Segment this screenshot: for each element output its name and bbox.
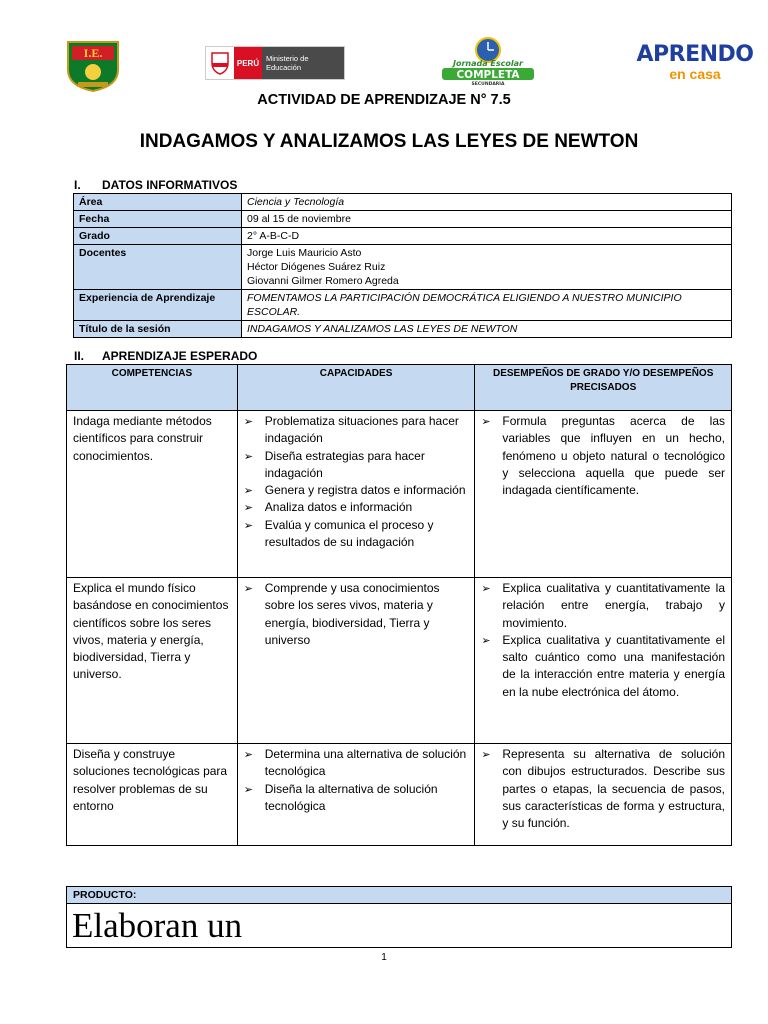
fecha-value: 09 al 15 de noviembre [242, 211, 732, 228]
en-casa-text: en casa [669, 66, 721, 82]
peru-label: PERÚ [234, 47, 262, 79]
list-item: ➢ Problematiza situaciones para hacer indagación [244, 413, 469, 448]
area-value: Ciencia y Tecnología [242, 194, 732, 211]
table-row [67, 411, 732, 578]
area-label: Área [74, 194, 242, 211]
desempenos-cell [475, 744, 732, 846]
list-item: ➢ Explica cualitativa y cuantitativamente la relación entre energía, trabajo y movimiento. [481, 580, 725, 632]
page-number: 1 [381, 952, 387, 963]
competencias-table [66, 364, 732, 846]
info-row-experiencia [74, 290, 732, 321]
docente-name: Héctor Diógenes Suárez Ruiz [247, 261, 386, 273]
competencia-cell: Indaga mediante métodos científicos para construir conocimientos. [67, 411, 238, 578]
jec-bottom-text: SECUNDARIA [471, 82, 505, 86]
desempenos-cell [475, 411, 732, 578]
peru-shield-icon [206, 47, 234, 79]
header-desempenos: DESEMPEÑOS DE GRADO Y/O DESEMPEÑOS PRECISADOS [475, 365, 732, 411]
info-row-docentes [74, 245, 732, 290]
producto-table [66, 886, 732, 948]
fecha-label: Fecha [74, 211, 242, 228]
info-row-fecha [74, 211, 732, 228]
experiencia-value: FOMENTAMOS LA PARTICIPACIÓN DEMOCRÁTICA ELIGIENDO A NUESTRO MUNICIPIO ESCOLAR. [242, 290, 732, 321]
minedu-label: Ministerio de Educación [262, 47, 344, 79]
desempenos-cell [475, 578, 732, 744]
list-item: ➢ Evalúa y comunica el proceso y resultados de su indagación [244, 517, 469, 552]
producto-header-row [67, 887, 732, 904]
aprendo-text: APRENDO [636, 42, 754, 67]
titulo-label: Título de la sesión [74, 321, 242, 338]
school-crest-text: I.E. [83, 46, 103, 60]
docentes-value [242, 245, 732, 290]
producto-label: PRODUCTO: [67, 887, 732, 904]
header-capacidades: CAPACIDADES [237, 365, 475, 411]
table-row [67, 578, 732, 744]
titulo-value: INDAGAMOS Y ANALIZAMOS LAS LEYES DE NEWTON [242, 321, 732, 338]
grado-label: Grado [74, 228, 242, 245]
header-logos [0, 36, 768, 98]
info-row-titulo [74, 321, 732, 338]
capacidades-cell [237, 744, 475, 846]
info-table [73, 193, 732, 338]
docente-name: Jorge Luis Mauricio Asto [247, 247, 362, 259]
docentes-label: Docentes [74, 245, 242, 290]
capacidades-cell [237, 578, 475, 744]
docente-name: Giovanni Gilmer Romero Agreda [247, 275, 399, 287]
minedu-logo [205, 46, 345, 80]
section-1-title: DATOS INFORMATIVOS [102, 178, 238, 192]
session-title: INDAGAMOS Y ANALIZAMOS LAS LEYES DE NEWTON [139, 131, 639, 152]
list-item: ➢ Comprende y usa conocimientos sobre los seres vivos, materia y energía, biodiversidad, Tierra y universo [244, 580, 469, 649]
section-2-heading [74, 349, 257, 363]
school-crest-logo [64, 40, 122, 92]
list-item: ➢ Genera y registra datos e información [244, 482, 469, 499]
producto-value-row [67, 904, 732, 948]
competencia-cell: Explica el mundo físico basándose en conocimientos científicos sobre los seres vivos, materia y energía, biodiversidad, Tierra y universo. [67, 578, 238, 744]
header-competencias: COMPETENCIAS [67, 365, 238, 411]
section-1-number: I. [74, 178, 81, 192]
section-2-number: II. [74, 349, 85, 363]
info-row-grado [74, 228, 732, 245]
activity-title: ACTIVIDAD DE APRENDIZAJE N° 7.5 [257, 92, 511, 108]
section-1-heading [74, 178, 237, 192]
grado-value: 2° A-B-C-D [242, 228, 732, 245]
jornada-escolar-completa-logo [436, 36, 540, 86]
list-item: ➢ Diseña estrategias para hacer indagación [244, 448, 469, 483]
info-row-area [74, 194, 732, 211]
list-item: ➢ Explica cualitativa y cuantitativamente el salto cuántico como una manifestación de la interacción entre materia y energía en la nube electrónica del átomo. [481, 632, 725, 701]
producto-value: Elaboran un [67, 904, 732, 948]
list-item: ➢ Formula preguntas acerca de las variables que influyen en un hecho, fenómeno u objeto natural o tecnológico y selecciona aquella que puede ser indagada científicamente. [481, 413, 725, 499]
aprendo-en-casa-logo [636, 44, 754, 84]
jec-main-text: COMPLETA [456, 69, 520, 81]
competencia-cell: Diseña y construye soluciones tecnológicas para resolver problemas de su entorno [67, 744, 238, 846]
table-row [67, 744, 732, 846]
section-2-title: APRENDIZAJE ESPERADO [102, 349, 258, 363]
experiencia-label: Experiencia de Aprendizaje [74, 290, 242, 321]
table-header-row [67, 365, 732, 411]
list-item: ➢ Representa su alternativa de solución con dibujos estructurados. Describe sus partes o etapas, la secuencia de pasos, sus características de forma y estructura, y su función. [481, 746, 725, 832]
capacidades-cell [237, 411, 475, 578]
list-item: ➢ Determina una alternativa de solución tecnológica [244, 746, 469, 781]
jec-top-text: Jornada Escolar [453, 59, 523, 68]
list-item: ➢ Analiza datos e información [244, 499, 469, 516]
list-item: ➢ Diseña la alternativa de solución tecnológica [244, 781, 469, 816]
